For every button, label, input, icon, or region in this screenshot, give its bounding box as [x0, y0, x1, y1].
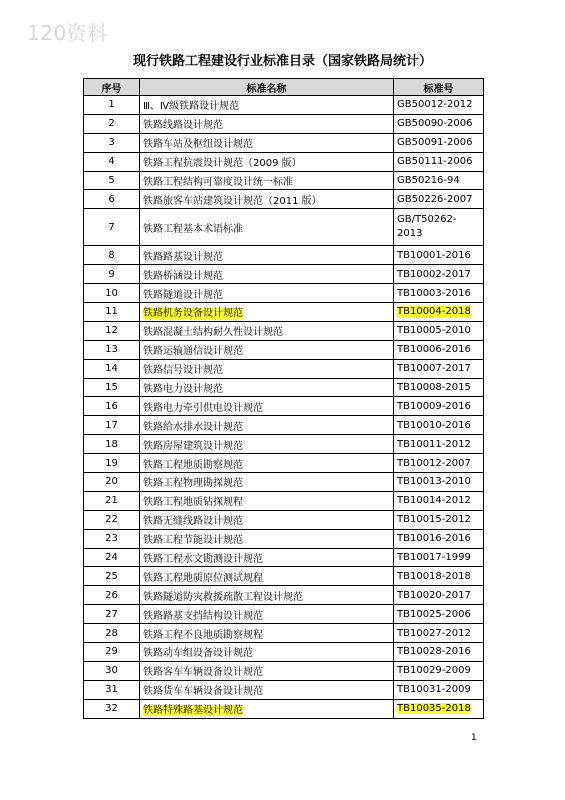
standard-name: 铁路货车车辆设备设计规范 — [140, 680, 394, 699]
row-number: 19 — [84, 454, 140, 473]
standard-name: 铁路工程抗震设计规范（2009 版） — [140, 152, 394, 171]
table-row — [84, 529, 484, 548]
standard-name: 铁路工程地质原位测试规程 — [140, 567, 394, 586]
standard-code: TB10025-2006 — [394, 605, 484, 624]
standard-code: TB10020-2017 — [394, 586, 484, 605]
standard-name: 铁路信号设计规范 — [140, 359, 394, 378]
standard-code: TB10031-2009 — [394, 680, 484, 699]
table-row — [84, 340, 484, 359]
row-number: 14 — [84, 359, 140, 378]
standard-code: TB10009-2016 — [394, 397, 484, 416]
row-number: 31 — [84, 680, 140, 699]
standard-name: 铁路客车车辆设备设计规范 — [140, 661, 394, 680]
table-row — [84, 643, 484, 662]
table-row — [84, 567, 484, 586]
standards-table — [83, 78, 484, 719]
row-number: 20 — [84, 473, 140, 492]
row-number: 25 — [84, 567, 140, 586]
row-number: 11 — [84, 303, 140, 322]
row-number: 32 — [84, 699, 140, 718]
table-row — [84, 171, 484, 190]
standard-code — [394, 699, 484, 718]
standard-code: TB10016-2016 — [394, 529, 484, 548]
standard-name: 铁路工程节能设计规范 — [140, 529, 394, 548]
standard-code: GB50226-2007 — [394, 190, 484, 209]
standard-code: TB10028-2016 — [394, 643, 484, 662]
standard-name: 铁路运输通信设计规范 — [140, 340, 394, 359]
table-row — [84, 699, 484, 718]
table-row — [84, 680, 484, 699]
standard-code: TB10017-1999 — [394, 548, 484, 567]
standard-code: GB50216-94 — [394, 171, 484, 190]
standard-code — [394, 303, 484, 322]
standard-name: 铁路房屋建筑设计规范 — [140, 435, 394, 454]
row-number: 17 — [84, 416, 140, 435]
standard-name — [140, 699, 394, 718]
row-number: 8 — [84, 246, 140, 265]
table-header-row — [84, 79, 484, 96]
standard-name: 铁路混凝土结构耐久性设计规范 — [140, 321, 394, 340]
standard-code: GB50012-2012 — [394, 96, 484, 115]
row-number: 18 — [84, 435, 140, 454]
standard-code: GB/T50262-2013 — [394, 209, 484, 246]
standard-name: 铁路路基支挡结构设计规范 — [140, 605, 394, 624]
header-number: 序号 — [84, 79, 140, 96]
table-row — [84, 378, 484, 397]
header-code: 标准号 — [394, 79, 484, 96]
table-row — [84, 397, 484, 416]
table-row — [84, 133, 484, 152]
standard-name: 铁路车站及枢纽设计规范 — [140, 133, 394, 152]
row-number: 7 — [84, 209, 140, 246]
standard-name — [140, 303, 394, 322]
table-row — [84, 586, 484, 605]
row-number: 28 — [84, 624, 140, 643]
standard-name: 铁路工程结构可靠度设计统一标准 — [140, 171, 394, 190]
standard-name: 铁路工程水文勘测设计规范 — [140, 548, 394, 567]
standard-code: GB50111-2006 — [394, 152, 484, 171]
row-number: 10 — [84, 284, 140, 303]
table-row — [84, 416, 484, 435]
highlighted-text: 铁路机务设备设计规范 — [143, 308, 243, 320]
standard-code: TB10001-2016 — [394, 246, 484, 265]
standard-name: 铁路隧道防灾救援疏散工程设计规范 — [140, 586, 394, 605]
row-number: 16 — [84, 397, 140, 416]
row-number: 1 — [84, 96, 140, 115]
table-row — [84, 624, 484, 643]
row-number: 24 — [84, 548, 140, 567]
row-number: 4 — [84, 152, 140, 171]
standard-name: 铁路路基设计规范 — [140, 246, 394, 265]
standard-code: TB10013-2010 — [394, 473, 484, 492]
header-name: 标准名称 — [140, 79, 394, 96]
standard-name: 铁路线路设计规范 — [140, 114, 394, 133]
row-number: 26 — [84, 586, 140, 605]
watermark: 120资料 — [27, 21, 108, 45]
row-number: 13 — [84, 340, 140, 359]
standard-name: Ⅲ、Ⅳ级铁路设计规范 — [140, 96, 394, 115]
table-row — [84, 661, 484, 680]
table-row — [84, 303, 484, 322]
standard-name: 铁路工程地质钻探规程 — [140, 491, 394, 510]
standard-code: TB10029-2009 — [394, 661, 484, 680]
row-number: 9 — [84, 265, 140, 284]
row-number: 22 — [84, 510, 140, 529]
standard-name: 铁路桥涵设计规范 — [140, 265, 394, 284]
table-row — [84, 96, 484, 115]
standard-name: 铁路隧道设计规范 — [140, 284, 394, 303]
table-row — [84, 265, 484, 284]
table-body — [84, 96, 484, 719]
standard-code: TB10012-2007 — [394, 454, 484, 473]
table-row — [84, 454, 484, 473]
row-number: 15 — [84, 378, 140, 397]
table-row — [84, 321, 484, 340]
highlighted-text: TB10035-2018 — [397, 703, 471, 715]
table-row — [84, 491, 484, 510]
standard-code: TB10014-2012 — [394, 491, 484, 510]
standard-code: GB50091-2006 — [394, 133, 484, 152]
table-row — [84, 435, 484, 454]
standard-code: GB50090-2006 — [394, 114, 484, 133]
standard-name: 铁路电力牵引供电设计规范 — [140, 397, 394, 416]
table-row — [84, 152, 484, 171]
page-number: 1 — [471, 733, 477, 743]
highlighted-text: TB10004-2018 — [397, 306, 471, 318]
standard-name: 铁路给水排水设计规范 — [140, 416, 394, 435]
standard-code: TB10011-2012 — [394, 435, 484, 454]
row-number: 29 — [84, 643, 140, 662]
standard-code: TB10015-2012 — [394, 510, 484, 529]
table-row — [84, 605, 484, 624]
table-row — [84, 190, 484, 209]
standard-name: 铁路动车组设备设计规范 — [140, 643, 394, 662]
table-row — [84, 510, 484, 529]
table-row — [84, 548, 484, 567]
table-row — [84, 359, 484, 378]
standard-name: 铁路旅客车站建筑设计规范（2011 版） — [140, 190, 394, 209]
row-number: 3 — [84, 133, 140, 152]
row-number: 27 — [84, 605, 140, 624]
standard-code: TB10007-2017 — [394, 359, 484, 378]
standard-code: TB10006-2016 — [394, 340, 484, 359]
standard-code: TB10003-2016 — [394, 284, 484, 303]
row-number: 5 — [84, 171, 140, 190]
standard-name: 铁路电力设计规范 — [140, 378, 394, 397]
row-number: 6 — [84, 190, 140, 209]
standard-code: TB10027-2012 — [394, 624, 484, 643]
standard-name: 铁路工程物理勘探规范 — [140, 473, 394, 492]
row-number: 2 — [84, 114, 140, 133]
standard-name: 铁路工程地质勘察规范 — [140, 454, 394, 473]
table-row — [84, 284, 484, 303]
table-row — [84, 209, 484, 246]
standard-code: TB10018-2018 — [394, 567, 484, 586]
table-row — [84, 246, 484, 265]
standard-code: TB10005-2010 — [394, 321, 484, 340]
table-row — [84, 473, 484, 492]
standard-name: 铁路无缝线路设计规范 — [140, 510, 394, 529]
standard-code: TB10010-2016 — [394, 416, 484, 435]
table-row — [84, 114, 484, 133]
standard-code: TB10002-2017 — [394, 265, 484, 284]
row-number: 12 — [84, 321, 140, 340]
page-title: 现行铁路工程建设行业标准目录（国家铁路局统计） — [132, 54, 432, 69]
highlighted-text: 铁路特殊路基设计规范 — [143, 705, 243, 717]
standard-code: TB10008-2015 — [394, 378, 484, 397]
row-number: 23 — [84, 529, 140, 548]
standard-name: 铁路工程基本术语标准 — [140, 209, 394, 246]
row-number: 30 — [84, 661, 140, 680]
standard-name: 铁路工程不良地质勘察规程 — [140, 624, 394, 643]
row-number: 21 — [84, 491, 140, 510]
